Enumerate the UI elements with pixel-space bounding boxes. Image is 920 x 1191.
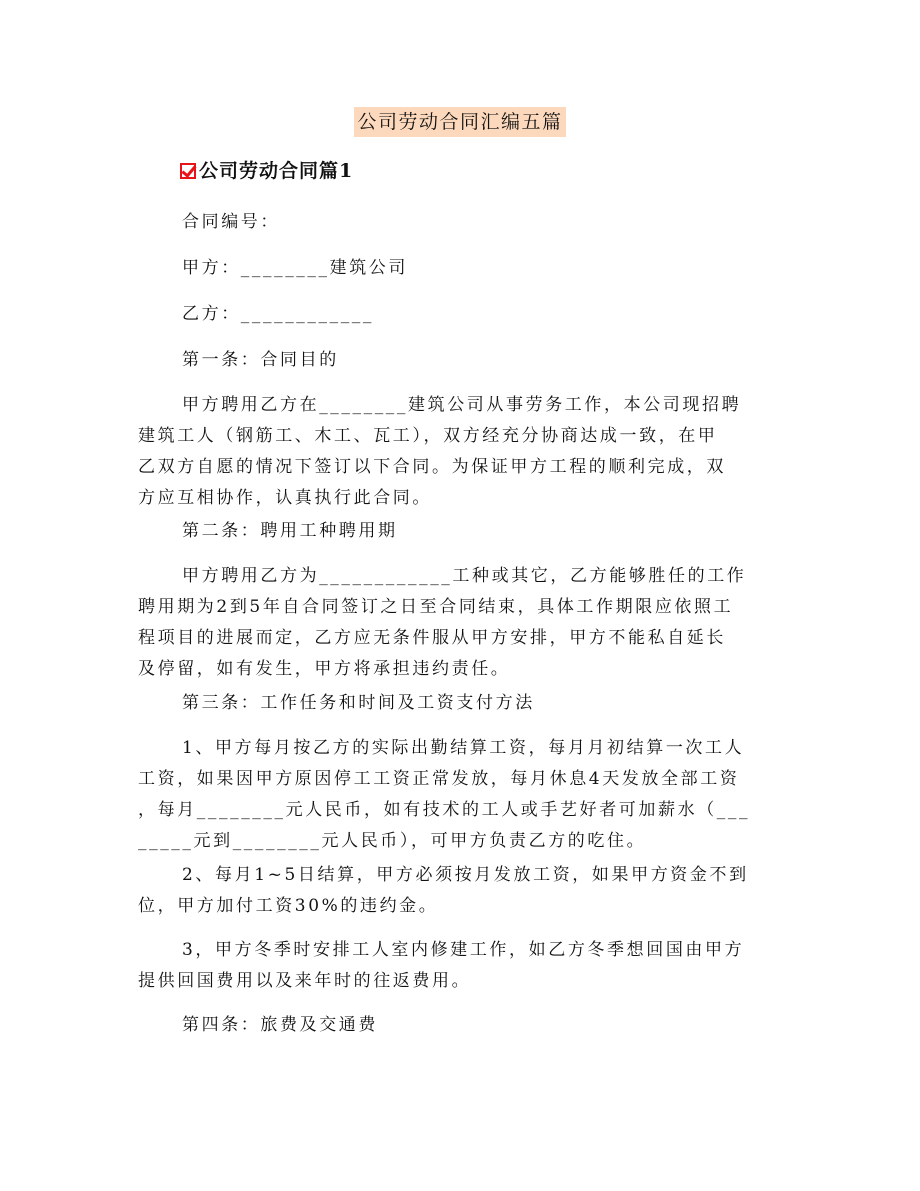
article-1-paragraph: [138, 390, 788, 514]
section-heading-text: 公司劳动合同篇1: [199, 160, 354, 182]
article-4-heading: 第四条：旅费及交通费: [182, 1015, 378, 1035]
article-3-heading: 第三条：工作任务和时间及工资支付方法: [182, 693, 535, 713]
text-line: 聘用期为2到5年自合同签订之日至合同结束，具体工作期限应依照工: [138, 597, 734, 617]
text-line: 甲方聘用乙方在________建筑公司从事劳务工作，本公司现招聘: [182, 395, 742, 415]
article-3-paragraph-1: [138, 733, 788, 857]
text-line: 位，甲方加付工资30%的违约金。: [138, 896, 439, 916]
party-a-field: 甲方：________建筑公司: [182, 258, 408, 278]
text-line: _____元到________元人民币），可甲方负责乙方的吃住。: [138, 831, 647, 851]
text-line: 工资，如果因甲方原因停工工资正常发放，每月休息4天发放全部工资: [138, 769, 740, 789]
article-2-heading: 第二条：聘用工种聘用期: [182, 521, 398, 541]
title-container: [0, 107, 920, 137]
text-line: 建筑工人（钢筋工、木工、瓦工），双方经充分协商达成一致，在甲: [138, 426, 718, 446]
article-1-heading: 第一条：合同目的: [182, 350, 339, 370]
text-line: 提供回国费用以及来年时的往返费用。: [138, 971, 472, 991]
section-heading: [180, 157, 353, 185]
text-line: 1、甲方每月按乙方的实际出勤结算工资，每月月初结算一次工人: [182, 738, 745, 758]
text-line: 3，甲方冬季时安排工人室内修建工作，如乙方冬季想回国由甲方: [182, 940, 745, 960]
text-line: 2、每月1~5日结算，甲方必须按月发放工资，如果甲方资金不到: [182, 865, 749, 885]
contract-number-field: 合同编号：: [182, 212, 280, 232]
text-line: ，每月________元人民币，如有技术的工人或手艺好者可加薪水（___: [138, 800, 751, 820]
article-2-paragraph: [138, 561, 788, 685]
text-line: 乙双方自愿的情况下签订以下合同。为保证甲方工程的顺利完成，双: [138, 457, 726, 477]
checked-box-icon: [180, 163, 196, 179]
text-line: 甲方聘用乙方为____________工种或其它，乙方能够胜任的工作: [182, 566, 747, 586]
party-b-field: 乙方：____________: [182, 304, 374, 324]
text-line: 程项目的进展而定，乙方应无条件服从甲方安排，甲方不能私自延长: [138, 628, 726, 648]
article-3-paragraph-3: [138, 935, 788, 997]
text-line: 方应互相协作，认真执行此合同。: [138, 488, 432, 508]
document-title: 公司劳动合同汇编五篇: [354, 107, 565, 137]
text-line: 及停留，如有发生，甲方将承担违约责任。: [138, 659, 511, 679]
article-3-paragraph-2: [138, 860, 788, 922]
